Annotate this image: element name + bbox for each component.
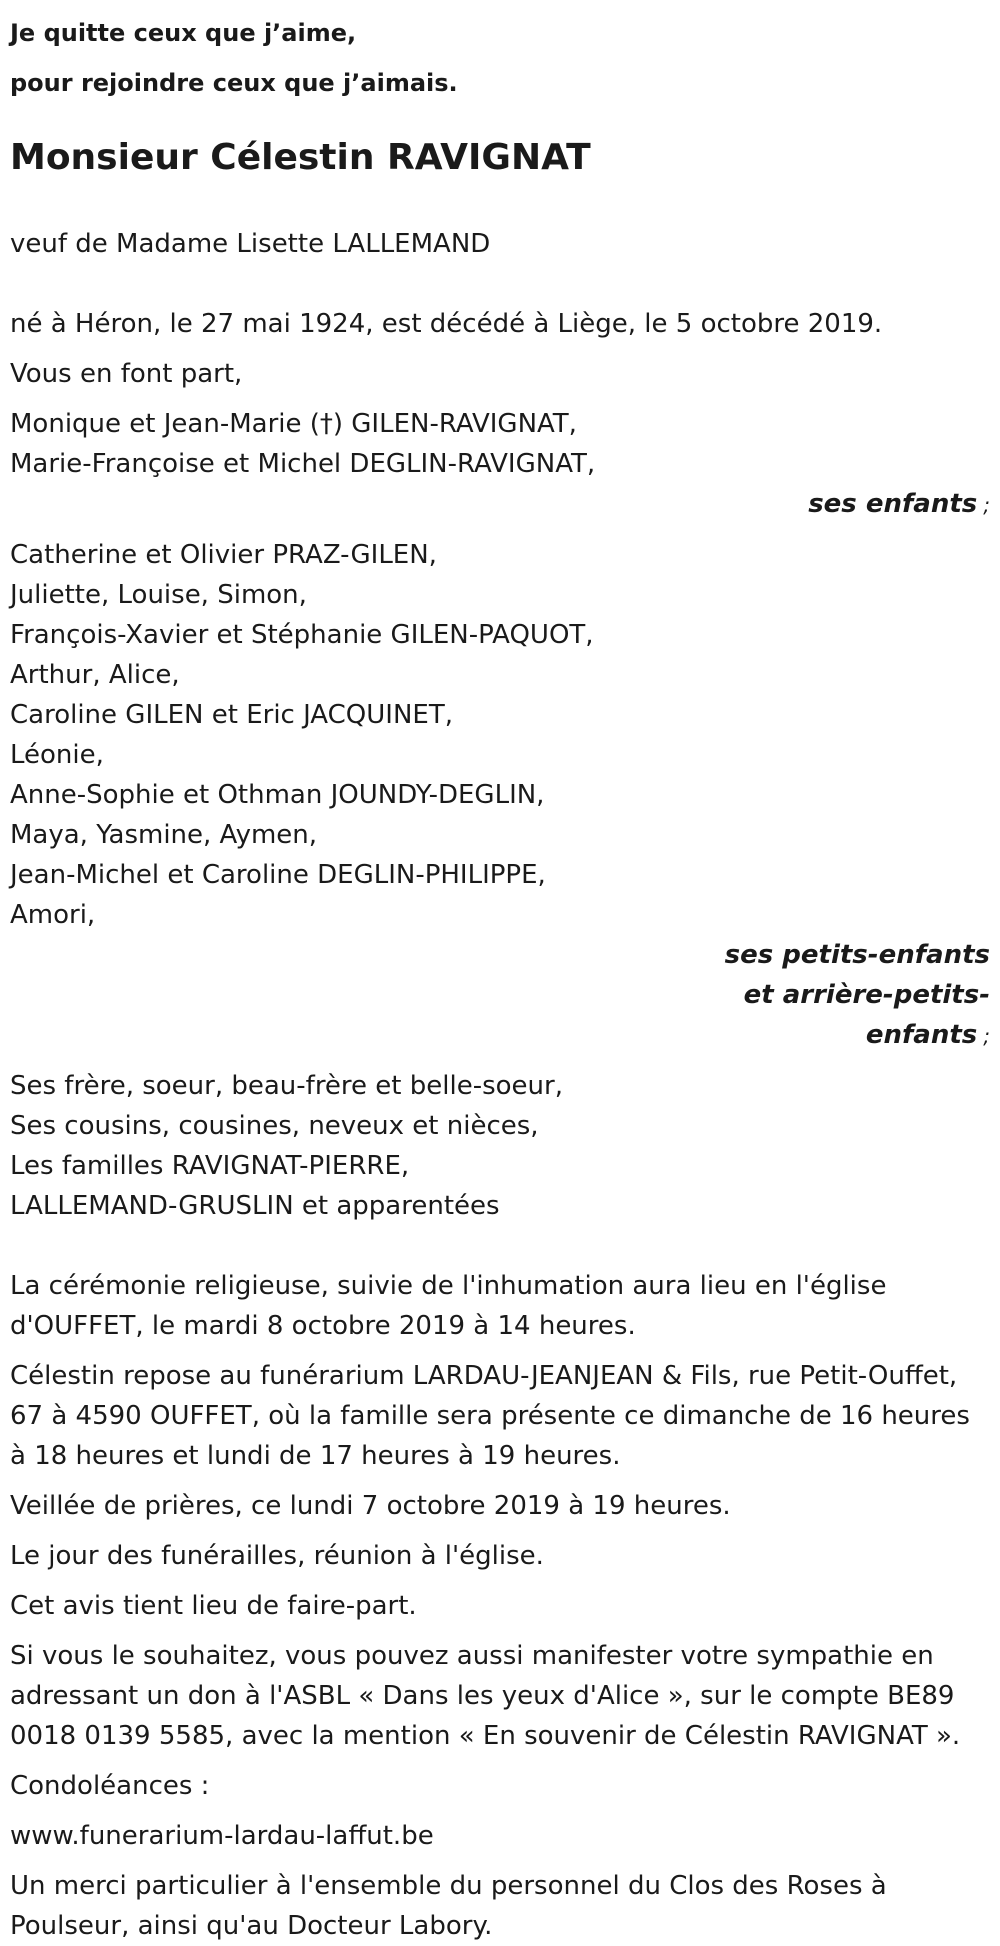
widow-of: veuf de Madame Lisette LALLEMAND (10, 229, 491, 259)
ceremony-line-1: La cérémonie religieuse, suivie de l'inhumation aura lieu en l'église (10, 1271, 887, 1301)
rest-line-1: Célestin repose au funérarium LARDAU-JEANJEAN & Fils, rue Petit-Ouffet, (10, 1361, 958, 1391)
list-item: Arthur, Alice, (10, 660, 180, 690)
grandchildren-label-punct: ; (983, 1024, 990, 1048)
list-item: Juliette, Louise, Simon, (10, 580, 307, 610)
opening-verse (10, 0, 990, 108)
thanks-paragraph (10, 1866, 990, 1946)
verse-line-1: Je quitte ceux que j’aime, (10, 19, 357, 47)
rest-line-3: à 18 heures et lundi de 17 heures à 19 heures. (10, 1441, 621, 1471)
condolences-link[interactable]: www.funerarium-lardau-laffut.be (10, 1821, 434, 1851)
list-item: Marie-Françoise et Michel DEGLIN-RAVIGNAT, (10, 449, 596, 479)
list-item: Maya, Yasmine, Aymen, (10, 820, 318, 850)
deceased-name: Monsieur Célestin RAVIGNAT (10, 137, 591, 178)
list-item: Amori, (10, 900, 96, 930)
grandchildren-label-line-2: et arrière-petits- (743, 980, 990, 1010)
children-label (10, 484, 990, 525)
verse-line-2: pour rejoindre ceux que j’aimais. (10, 69, 458, 97)
children-list (10, 404, 990, 484)
condolences-label: Condoléances : (10, 1771, 210, 1801)
list-item: Ses frère, soeur, beau-frère et belle-soeur, (10, 1071, 563, 1101)
vigil-paragraph: Veillée de prières, ce lundi 7 octobre 2019 à 19 heures. (10, 1491, 731, 1521)
donation-line-2: adressant un don à l'ASBL « Dans les yeux d'Alice », sur le compte BE89 (10, 1681, 955, 1711)
children-label-punct: ; (983, 493, 990, 517)
children-label-text: ses enfants (808, 489, 978, 519)
grandchildren-list (10, 535, 990, 935)
list-item: Caroline GILEN et Eric JACQUINET, (10, 700, 453, 730)
donation-line-1: Si vous le souhaitez, vous pouvez aussi manifester votre sympathie en (10, 1641, 934, 1671)
funeral-day-paragraph: Le jour des funérailles, réunion à l'église. (10, 1541, 544, 1571)
donation-paragraph (10, 1636, 990, 1756)
list-item: Catherine et Olivier PRAZ-GILEN, (10, 540, 437, 570)
donation-line-3: 0018 0139 5585, avec la mention « En souvenir de Célestin RAVIGNAT ». (10, 1721, 961, 1751)
ceremony-line-2: d'OUFFET, le mardi 8 octobre 2019 à 14 heures. (10, 1311, 636, 1341)
relatives-list (10, 1066, 990, 1226)
list-item: Jean-Michel et Caroline DEGLIN-PHILIPPE, (10, 860, 546, 890)
list-item: Anne-Sophie et Othman JOUNDY-DEGLIN, (10, 780, 545, 810)
list-item: Monique et Jean-Marie (†) GILEN-RAVIGNAT, (10, 409, 577, 439)
list-item: Ses cousins, cousines, neveux et nièces, (10, 1111, 539, 1141)
notice-paragraph: Cet avis tient lieu de faire-part. (10, 1591, 417, 1621)
list-item: François-Xavier et Stéphanie GILEN-PAQUOT, (10, 620, 594, 650)
list-item: Léonie, (10, 740, 104, 770)
announcement-intro: Vous en font part, (10, 359, 243, 389)
thanks-line-1: Un merci particulier à l'ensemble du personnel du Clos des Roses à (10, 1871, 887, 1901)
thanks-line-2: Poulseur, ainsi qu'au Docteur Labory. (10, 1911, 493, 1941)
list-item: LALLEMAND-GRUSLIN et apparentées (10, 1191, 500, 1221)
grandchildren-label-line-3: enfants (865, 1020, 978, 1050)
rest-line-2: 67 à 4590 OUFFET, où la famille sera présente ce dimanche de 16 heures (10, 1401, 970, 1431)
grandchildren-label (10, 935, 990, 1056)
list-item: Les familles RAVIGNAT-PIERRE, (10, 1151, 410, 1181)
ceremony-paragraph (10, 1266, 990, 1346)
grandchildren-label-line-1: ses petits-enfants (724, 940, 990, 970)
birth-death-line: né à Héron, le 27 mai 1924, est décédé à Liège, le 5 octobre 2019. (10, 309, 883, 339)
rest-paragraph (10, 1356, 990, 1476)
